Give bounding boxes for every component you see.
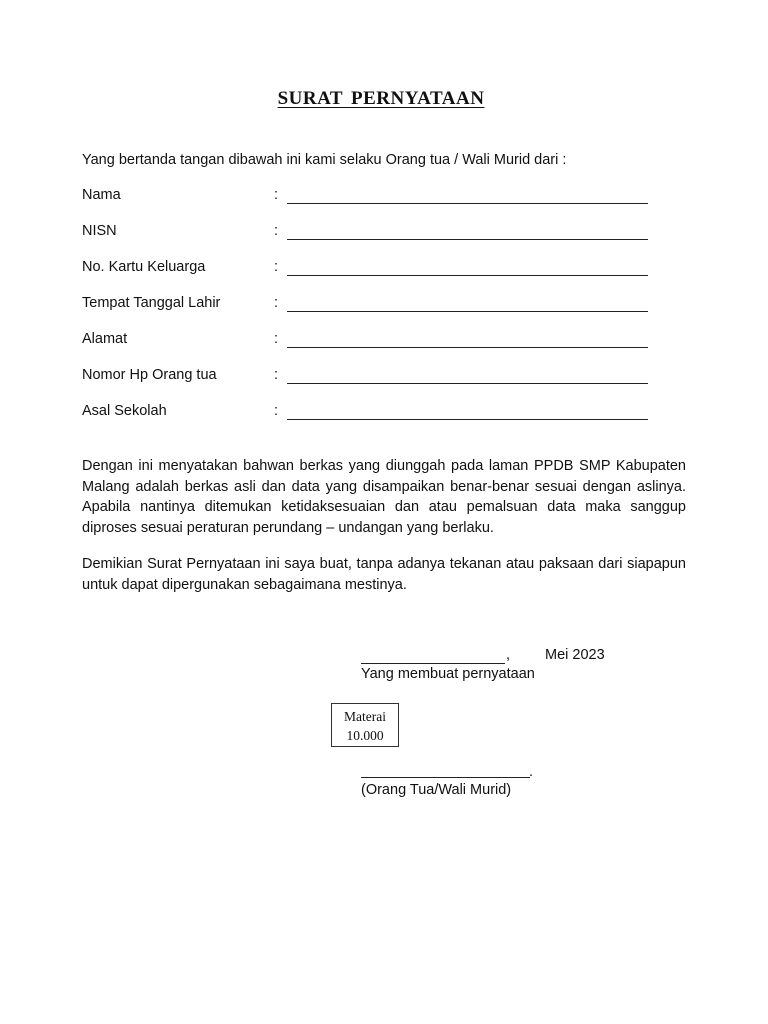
field-label: Nama [82,187,121,203]
field-row-tempat-tanggal-lahir [82,295,662,315]
field-blank-line[interactable] [287,403,648,420]
statement-paragraph: Dengan ini menyatakan bahwan berkas yang diunggah pada laman PPDB SMP Kabupaten Malang adalah berkas asli dan data yang disampaikan benar-benar sesuai dengan aslinya. Apabila nantinya ditemukan ketidaksesuaian dan atau pemalsuan data maka sanggup diproses sesuai peraturan perundang – undangan yang berlaku. [82,458,686,536]
field-label: Nomor Hp Orang tua [82,367,217,383]
signer-label: Yang membuat pernyataan [361,666,535,682]
signature-date: Mei 2023 [545,647,605,663]
materai-stamp-box [331,703,399,747]
place-blank-line[interactable] [361,650,505,664]
signature-name-line[interactable] [361,764,530,778]
field-row-nama [82,187,662,207]
field-colon: : [274,403,279,419]
field-blank-line[interactable] [287,223,648,240]
field-blank-line[interactable] [287,367,648,384]
field-blank-line[interactable] [287,187,648,204]
field-colon: : [274,259,279,275]
field-row-nisn [82,223,662,243]
field-label: Alamat [82,331,128,347]
field-label: NISN [82,223,117,239]
field-blank-line[interactable] [287,331,648,348]
field-row-nomor-hp [82,367,662,387]
field-colon: : [274,223,279,239]
field-row-kartu-keluarga [82,259,662,279]
field-colon: : [274,367,279,383]
field-colon: : [274,295,279,311]
field-row-alamat [82,331,662,351]
stamp-label: Materai [344,709,386,724]
field-blank-line[interactable] [287,295,648,312]
field-label: Asal Sekolah [82,403,167,419]
intro-text: Yang bertanda tangan dibawah ini kami selaku Orang tua / Wali Murid dari : [82,152,567,168]
closing-paragraph: Demikian Surat Pernyataan ini saya buat, tanpa adanya tekanan atau paksaan dari siapapun untuk dapat dipergunakan sebagaimana mestinya. [82,556,686,593]
place-comma: , [506,647,511,663]
document-title: SURAT PERNYATAAN [277,88,485,109]
field-row-asal-sekolah [82,403,662,423]
field-label: Tempat Tanggal Lahir [82,295,221,311]
field-colon: : [274,187,279,203]
field-colon: : [274,331,279,347]
stamp-value: 10.000 [346,728,384,743]
field-blank-line[interactable] [287,259,648,276]
field-label: No. Kartu Keluarga [82,259,206,275]
signature-name-dot: . [529,764,534,780]
signer-role: (Orang Tua/Wali Murid) [361,782,512,798]
